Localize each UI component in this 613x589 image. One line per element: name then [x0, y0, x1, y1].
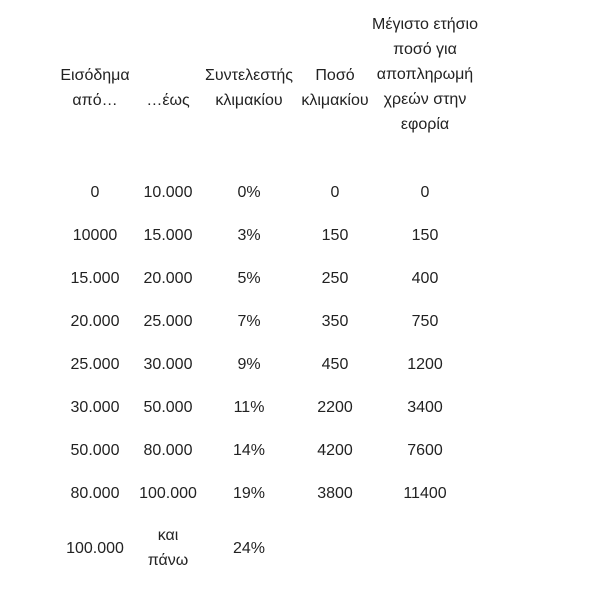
cell-income-to: και πάνω — [147, 527, 189, 569]
cell-income-from: 50.000 — [70, 442, 120, 459]
cell-rate: 5% — [237, 270, 261, 287]
cell-bracket-amount: 2200 — [317, 399, 353, 416]
cell-income-to: 25.000 — [143, 313, 193, 330]
cell-rate: 11% — [233, 399, 265, 416]
cell-income-from: 20.000 — [70, 313, 120, 330]
cell-income-from: 80.000 — [70, 485, 120, 502]
cell-max-amount: 150 — [411, 227, 439, 244]
cell-income-to: 80.000 — [143, 442, 193, 459]
cell-max-amount: 750 — [411, 313, 439, 330]
cell-bracket-amount: 4200 — [317, 442, 353, 459]
cell-max-amount: 3400 — [407, 399, 443, 416]
header-bracket-rate: Συντελεστής κλιμακίου — [204, 67, 294, 109]
cell-income-to: 15.000 — [143, 227, 193, 244]
cell-income-from: 15.000 — [70, 270, 120, 287]
cell-rate: 3% — [237, 227, 261, 244]
header-bracket-amount: Ποσό κλιμακίου — [301, 67, 369, 109]
cell-bracket-amount: 250 — [321, 270, 349, 287]
cell-income-from: 30.000 — [70, 399, 120, 416]
cell-rate: 24% — [232, 540, 266, 557]
cell-max-amount: 11400 — [403, 485, 447, 502]
cell-max-amount: 1200 — [407, 356, 443, 373]
cell-rate: 19% — [232, 485, 266, 502]
cell-income-from: 0 — [90, 184, 100, 201]
cell-income-to: 50.000 — [143, 399, 193, 416]
cell-max-amount: 0 — [420, 184, 430, 201]
cell-income-to: 20.000 — [143, 270, 193, 287]
cell-income-to: 100.000 — [139, 485, 197, 502]
cell-max-amount: 7600 — [407, 442, 443, 459]
cell-max-amount: 400 — [411, 270, 439, 287]
cell-income-from: 100.000 — [66, 540, 124, 557]
cell-bracket-amount: 150 — [321, 227, 349, 244]
cell-income-from: 25.000 — [70, 356, 120, 373]
header-income-from: Εισόδημα από… — [60, 67, 130, 109]
cell-income-to: 10.000 — [143, 184, 193, 201]
header-max-annual-repayment: Μέγιστο ετήσιο ποσό για αποπληρωμή χρεών στην εφορία — [371, 16, 478, 133]
cell-income-from: 10000 — [72, 227, 118, 244]
header-income-to: …έως — [146, 92, 190, 109]
cell-bracket-amount: 450 — [321, 356, 349, 373]
cell-bracket-amount: 3800 — [317, 485, 353, 502]
cell-income-to: 30.000 — [143, 356, 193, 373]
cell-rate: 7% — [237, 313, 261, 330]
cell-bracket-amount: 350 — [321, 313, 349, 330]
cell-rate: 9% — [237, 356, 261, 373]
cell-rate: 14% — [232, 442, 266, 459]
cell-bracket-amount: 0 — [330, 184, 340, 201]
cell-rate: 0% — [237, 184, 261, 201]
